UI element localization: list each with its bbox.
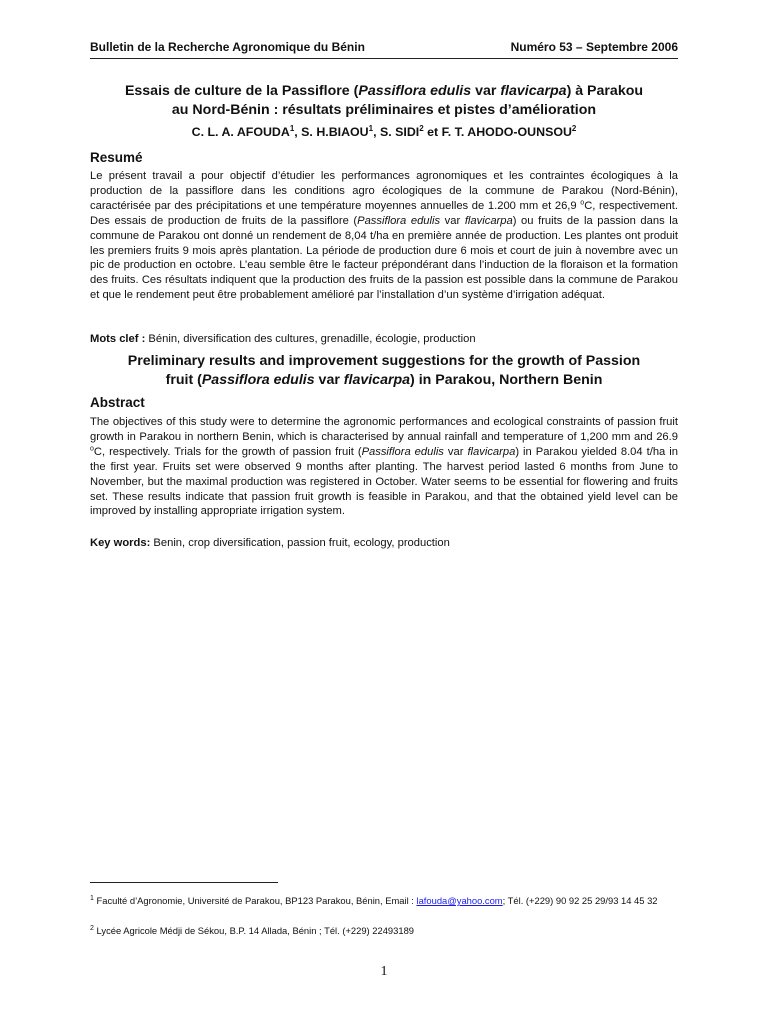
footnote-1: $^1$ Faculté d’Agronomie, Université de Parakou, BP123 Parakou, Bénin, Email : lafouda@yahoo.com; Tél. (+229) 90 92 25 29/93 14 45 32 bbox=[90, 895, 658, 907]
email-link[interactable]: lafouda@yahoo.com bbox=[416, 895, 503, 907]
species-name: Passiflora edulis bbox=[358, 83, 472, 99]
footnote-rule bbox=[90, 882, 278, 883]
footnote-2: $^2$ Lycée Agricole Médji de Sékou, B.P. 14 Allada, Bénin ; Tél. (+229) 22493189 bbox=[90, 925, 414, 937]
key-words: Key words: Benin, crop diversification, passion fruit, ecology, production bbox=[90, 537, 450, 549]
abstract-heading: Abstract bbox=[90, 395, 145, 410]
resume-text: Le présent travail a pour objectif d’étudier les performances agronomiques et les contraintes écologiques à la production de la passiflore dans les conditions agro écologiques de la commune de Parakou (Nord-Bénin), caractérisée par des précipitations et une température moyennes annuelles de 1.200 mm et 26,9 $^o$C, respectivement. Des essais de production de fruits de la passiflore (Passiflora edulis var flavicarpa) ou fruits de la passion dans la commune de Parakou ont donné un rendement de 8,04 t/ha en première année de production. Les plantes ont produit les premiers fruits 9 mois après plantation. La période de production dure 6 mois et court de juin à novembre avec un pic de production en octobre. L’eau semble être le facteur prépondérant dans l’induction de la floraison et la formation des fruits. Ces résultats indiquent que la production des fruits de la passion est possible dans la commune de Parakou et que le rendement peut être probablement amélioré par l’installation d’un système d’irrigation adéquat. bbox=[90, 170, 679, 302]
running-header bbox=[90, 40, 678, 59]
paper-page bbox=[90, 0, 678, 1024]
abstract-text: The objectives of this study were to determine the agronomic performances and ecological constraints of passion fruit growth in Parakou in northern Benin, which is characterised by annual rainfall and temperature of 1,200 mm and 26.9 $^o$C, respectively. Trials for the growth of passion fruit (Passiflora edulis var flavicarpa) in Parakou yielded 8.04 t/ha in the first year. Fruits set were observed 9 months after planting. The harvest period lasted 6 months from June to November, but the maximal production was registered in October. Water seems to be essential for flowering and fruits set. These results indicate that passion fruit growth is feasible in Parakou, and that the obtained yield level can be improved by installing appropriate irrigation system. bbox=[90, 416, 678, 518]
title-english: Preliminary results and improvement suggestions for the growth of Passion fruit (Passiflora edulis var flavicarpa) in Parakou, Northern Benin bbox=[127, 353, 641, 388]
journal-name: Bulletin de la Recherche Agronomique du Bénin bbox=[90, 40, 365, 54]
mots-clef: Mots clef : Bénin, diversification des cultures, grenadille, écologie, production bbox=[90, 333, 476, 345]
issue-number: Numéro 53 – Septembre 2006 bbox=[510, 40, 678, 54]
variety-name: flavicarpa bbox=[500, 83, 567, 99]
resume-heading: Resumé bbox=[90, 150, 143, 165]
page-number: 1 bbox=[380, 964, 388, 979]
mots-clef-label: Mots clef : bbox=[90, 333, 146, 345]
title-french: Essais de culture de la Passiflore (Passiflora edulis var flavicarpa) à Parakou au Nord-Bénin : résultats préliminaires et pistes d’amélioration bbox=[124, 83, 644, 118]
key-words-label: Key words: bbox=[90, 537, 151, 549]
author-list: C. L. A. AFOUDA$^1$, S. H.BIAOU$^1$, S. SIDI$^2$ et F. T. AHODO-OUNSOU$^2$ bbox=[191, 124, 577, 140]
